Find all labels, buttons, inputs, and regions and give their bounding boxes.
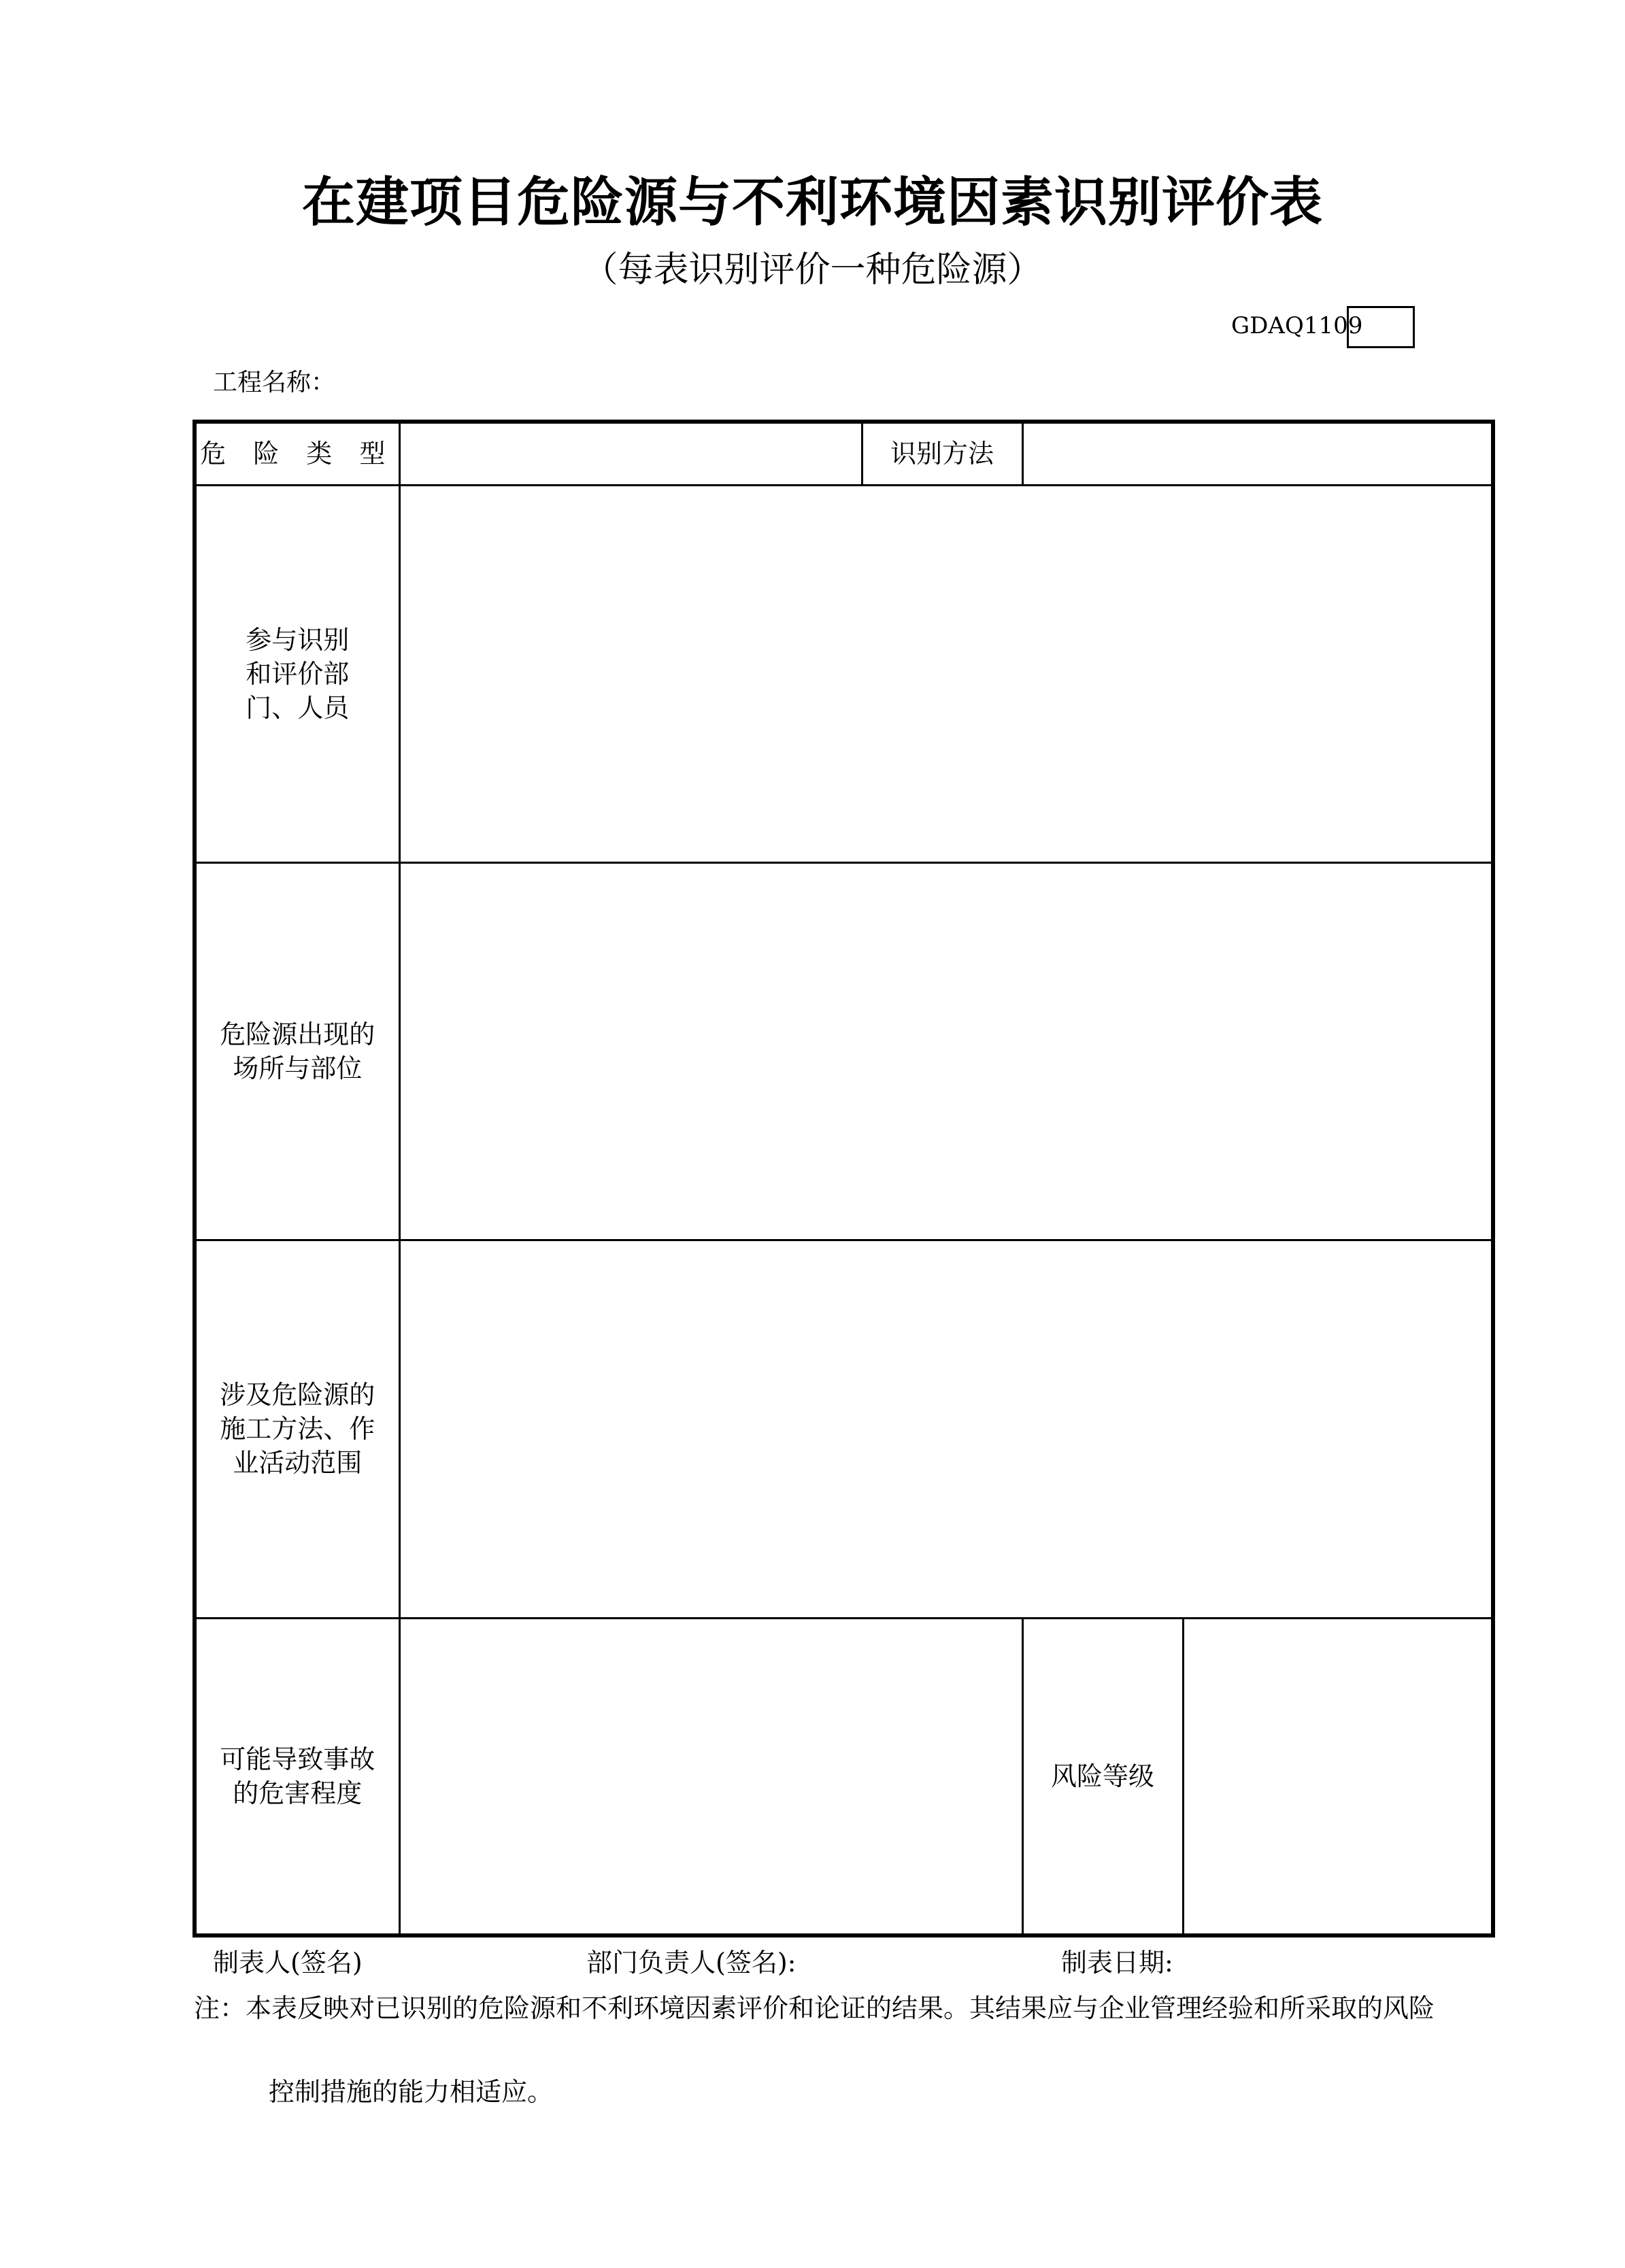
location-field[interactable]: [399, 862, 1493, 1240]
hazard-evaluation-table: [192, 420, 1495, 1937]
risk-level-label: 风险等级: [1022, 1618, 1183, 1935]
identification-method-field[interactable]: [1022, 422, 1493, 485]
footnote: 注：本表反映对已识别的危险源和不利环境因素评价和论证的结果。其结果应与企业管理经验和所采取的风险: [194, 1993, 1435, 2023]
form-code-box[interactable]: [1347, 306, 1415, 348]
activities-field[interactable]: [399, 1240, 1493, 1618]
risk-level-field[interactable]: [1183, 1618, 1493, 1935]
location-label: 危险源出现的场所与部位: [195, 862, 399, 1240]
participants-field[interactable]: [399, 485, 1493, 862]
project-name-label: 工程名称：: [213, 369, 336, 396]
dept-head-signature-label: 部门负责人(签名):: [586, 1948, 797, 1978]
hazard-type-field[interactable]: [399, 422, 862, 485]
harm-degree-label: 可能导致事故的危害程度: [195, 1618, 399, 1935]
hazard-type-label: 危 险 类 型: [195, 422, 399, 485]
prepared-date-label: 制表日期:: [1061, 1948, 1173, 1978]
harm-degree-field[interactable]: [399, 1618, 1022, 1935]
form-title: 在建项目危险源与不利环境因素识别评价表: [301, 172, 1323, 233]
form-code: GDAQ1109: [1231, 312, 1363, 339]
footnote-continued: 控制措施的能力相适应。: [269, 2077, 554, 2107]
participants-label: 参与识别和评价部门、人员: [195, 485, 399, 862]
identification-method-label: 识别方法: [862, 422, 1022, 485]
preparer-signature-label: 制表人(签名): [213, 1948, 363, 1978]
form-subtitle: （每表识别评价一种危险源）: [582, 250, 1043, 290]
activities-label: 涉及危险源的施工方法、作业活动范围: [195, 1240, 399, 1618]
